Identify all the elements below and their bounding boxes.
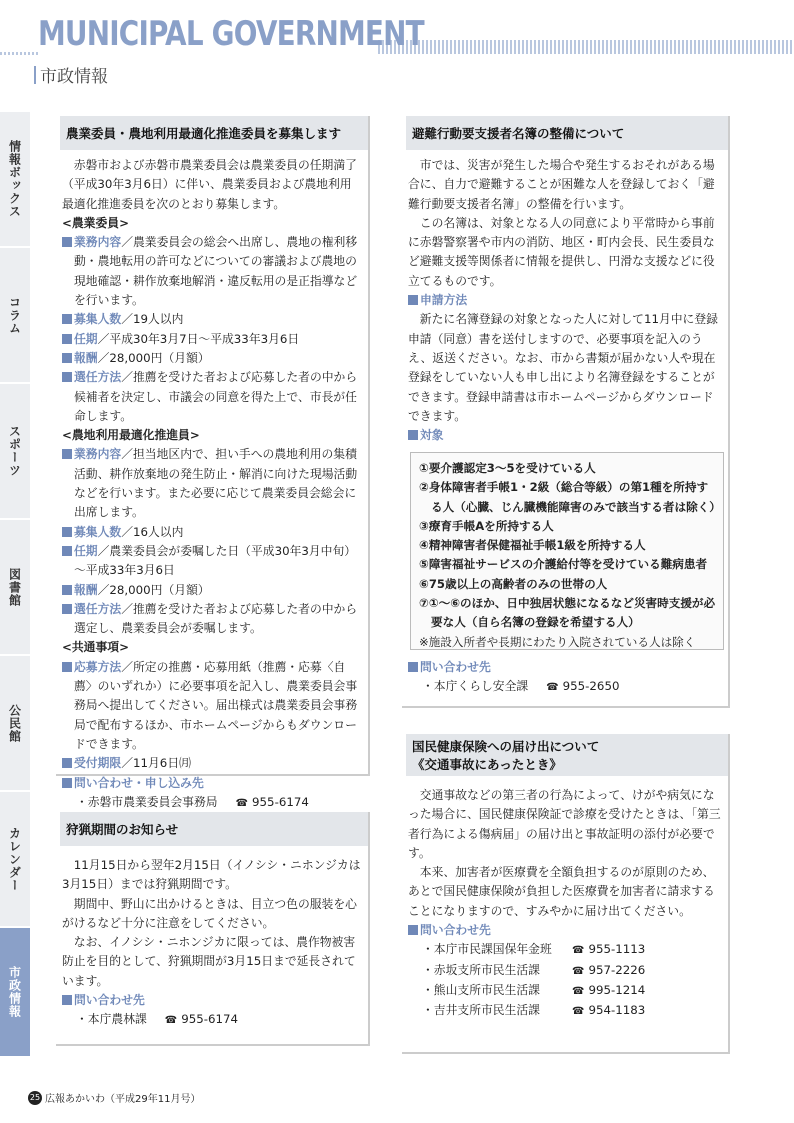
field-label: 任期 <box>74 543 98 558</box>
contact-name: ・本庁市民課国保年金班 <box>422 942 552 957</box>
intro-text: 赤磐市および赤磐市農業委員会は農業委員の任期満了（平成30年3月6日）に伴い、農業委員および農地利用最適化推進委員を次のとおり募集します。 <box>62 158 357 211</box>
farm-committee-body <box>62 156 362 813</box>
section-heading: <農地利用最適化推進員> <box>62 428 200 443</box>
phone-icon: ☎ <box>572 1006 585 1018</box>
field-value: ／28,000円（月額） <box>97 582 210 597</box>
health-insurance-body <box>408 786 722 1022</box>
contact-phone: 995-1214 <box>588 982 646 997</box>
contact-name: ・赤坂支所市民生活課 <box>422 962 540 977</box>
page-subtitle: 市政情報 <box>40 67 108 87</box>
article-title: 農業委員・農地利用最適化推進委員を募集します <box>60 116 368 150</box>
field-value: ／農業委員会が委嘱した日（平成30年3月中旬）～平成33年3月6日 <box>74 543 357 578</box>
phone-icon: ☎ <box>572 985 585 997</box>
field-label: 報酬 <box>74 582 98 597</box>
contact-phone: 955-1113 <box>588 942 646 957</box>
field-value: ／所定の推薦・応募用紙（推薦・応募〈自薦〉のいずれか）に必要事項を記入し、農業委員会事務局へ提出してください。届出様式は農業委員会事務局で配布するほか、市ホームページからもダウンロードできます。 <box>74 659 358 751</box>
article-title-line: 《交通事故にあったとき》 <box>412 757 562 772</box>
target-note: ※施設入所者や長期にわたり入院されている人は除く <box>419 634 696 649</box>
target-item: ①要介護認定3～5を受けている人 <box>419 461 596 475</box>
phone-icon: ☎ <box>572 945 585 957</box>
target-item: ③療育手帳Aを所持する人 <box>419 518 554 533</box>
square-bullet-icon <box>62 546 72 556</box>
publication-name: 広報あかいわ（平成29年11月号） <box>45 1094 201 1105</box>
field-label: 選任方法 <box>74 370 122 385</box>
field-label: 選任方法 <box>74 601 122 616</box>
sidebar-tab-library[interactable] <box>0 520 30 656</box>
square-bullet-icon <box>62 353 72 363</box>
contact-name: ・赤磐市農業委員会事務局 <box>76 794 218 809</box>
contact-row <box>408 940 722 960</box>
field-value: ／16人以内 <box>121 524 184 539</box>
paragraph: 市では、災害が発生した場合や発生するおそれがある場合に、自力で避難することが困難な人を登録しておく「避難行動要支援者名簿」の整備を行います。 <box>408 158 715 211</box>
phone-icon: ☎ <box>546 682 559 694</box>
sidebar-tab-label: 図書館 <box>7 567 22 607</box>
square-bullet-icon <box>62 995 72 1005</box>
page-title: MUNICIPAL GOVERNMENT <box>38 14 424 54</box>
square-bullet-icon <box>62 449 72 459</box>
field-value: ／推薦を受けた者および応募した者の中から候補者を決定し、市議会の同意を得た上で、市長が任命します。 <box>74 370 358 423</box>
phone-icon: ☎ <box>235 797 249 809</box>
article-title: 狩猟期間のお知らせ <box>60 812 368 846</box>
contact-phone: 954-1183 <box>588 1003 646 1018</box>
paragraph: 本来、加害者が医療費を全額負担するのが原則のため、あとで国民健康保険が負担した医療費を加害者に請求することになりますので、すみやかに届け出てください。 <box>408 865 715 918</box>
field-value: ／平成30年3月7日～平成33年3月6日 <box>97 331 300 346</box>
contact-name: ・熊山支所市民生活課 <box>422 982 540 997</box>
target-item: ④精神障害者保健福祉手帳1級を所持する人 <box>419 538 646 553</box>
field-label: 募集人数 <box>74 312 122 327</box>
square-bullet-icon <box>408 662 418 672</box>
subtitle-marker <box>34 66 36 84</box>
article-title: 避難行動要支援者名簿の整備について <box>406 116 728 150</box>
field-value: ／推薦を受けた者および応募した者の中から選定し、農業委員会が委嘱します。 <box>74 601 358 636</box>
field-value: ／農業委員会の総会へ出席し、農地の権利移動・農地転用の許可などについての審議および農地の現地確認・耕作放棄地解消・違反転用の是正指導などを行います。 <box>74 235 358 308</box>
sidebar-tab-column[interactable] <box>0 248 30 384</box>
square-bullet-icon <box>62 778 72 788</box>
field-value: ／19人以内 <box>121 312 184 327</box>
sidebar-tab-label: スポーツ <box>7 425 22 477</box>
square-bullet-icon <box>62 237 72 247</box>
field-label: 募集人数 <box>74 524 122 539</box>
contact-phone: 955-6174 <box>181 1012 239 1027</box>
paragraph: なお、イノシシ・ニホンジカに限っては、農作物被害防止を目的として、狩猟期間が3月15日まで延長されています。 <box>62 935 356 988</box>
section-heading: <農業委員> <box>62 215 129 230</box>
field-label: 業務内容 <box>74 235 122 250</box>
sidebar-tab-sports[interactable] <box>0 384 30 520</box>
paragraph: この名簿は、対象となる人の同意により平常時から事前に赤磐警察署や市内の消防、地区・町内会長、民生委員など避難支援等関係者に情報を提供し、円滑な支援などに役立てるものです。 <box>408 215 715 288</box>
paragraph: 新たに名簿登録の対象となった人に対して11月中に登録申請（同意）書を送付しますので、必要事項を記入のうえ、返送ください。なお、市から書類が届かない人や現在登録をしていない人も申し出により名簿登録をすることができます。登録申請書は市ホームページからダウンロードできます。 <box>408 312 718 423</box>
field-label: 受付期限 <box>74 756 122 771</box>
target-item: ⑤障害福祉サービスの介護給付等を受けている難病患者 <box>419 557 708 572</box>
square-bullet-icon <box>62 585 72 595</box>
field-value: ／11月6日㈪ <box>121 756 191 771</box>
phone-icon: ☎ <box>572 965 585 977</box>
square-bullet-icon <box>62 527 72 537</box>
field-label: 任期 <box>74 331 98 346</box>
square-bullet-icon <box>62 604 72 614</box>
contact-heading: 問い合わせ先 <box>420 660 491 674</box>
contact-row <box>408 1001 722 1021</box>
target-item: ②身体障害者手帳1・2級（総合等級）の第1種を所持する人（心臓、じん臓機能障害のみで該当する者は除く） <box>419 480 721 514</box>
contact-row <box>408 961 722 981</box>
field-value: ／担当地区内で、担い手への農地利用の集積活動、耕作放棄地の発生防止・解消に向けた現場活動などを行います。また必要に応じて農業委員会総会に出席します。 <box>74 447 358 520</box>
contact-phone: 955-6174 <box>252 794 309 809</box>
field-value: ／28,000円（月額） <box>97 350 210 365</box>
square-bullet-icon <box>62 314 72 324</box>
phone-icon: ☎ <box>164 1015 178 1027</box>
header-rule <box>0 52 40 55</box>
field-label: 業務内容 <box>74 447 122 462</box>
sidebar-tab-label: カレンダー <box>7 826 22 892</box>
contact-phone: 955-2650 <box>562 679 620 694</box>
field-label: 応募方法 <box>74 659 122 674</box>
paragraph: 交通事故などの第三者の行為によって、けがや病気になった場合に、国民健康保険証で診療を受けたときは、「第三者行為による傷病届」の届け出と事故証明の添付が必要です。 <box>408 788 721 860</box>
contact-name: ・本庁くらし安全課 <box>422 679 529 694</box>
evacuation-body <box>408 156 722 445</box>
square-bullet-icon <box>62 758 72 768</box>
contact-row <box>408 981 722 1001</box>
square-bullet-icon <box>408 925 418 935</box>
contact-heading: 問い合わせ先 <box>420 923 491 938</box>
evacuation-contact <box>408 658 722 698</box>
contact-heading: 問い合わせ先 <box>74 993 145 1008</box>
square-bullet-icon <box>408 295 418 305</box>
paragraph: 11月15日から翌年2月15日（イノシシ・ニホンジカは3月15日）までは狩猟期間です。 <box>62 858 361 892</box>
field-label: 報酬 <box>74 350 98 365</box>
sidebar-tab-info-box[interactable] <box>0 112 30 248</box>
target-item: ⑥75歳以上の高齢者のみの世帯の人 <box>419 576 608 591</box>
section-heading: 申請方法 <box>420 293 468 308</box>
section-heading: 対象 <box>420 428 444 443</box>
article-title-line: 国民健康保険への届け出について <box>412 739 600 754</box>
sidebar-tab-calendar[interactable] <box>0 792 30 928</box>
sidebar-tab-label: 公民館 <box>7 703 22 743</box>
target-list <box>419 459 719 652</box>
section-heading: <共通事項> <box>62 640 129 655</box>
contact-name: ・吉井支所市民生活課 <box>422 1003 540 1018</box>
sidebar-tab-label: 市政情報 <box>7 966 22 1018</box>
contact-phone: 957-2226 <box>588 962 646 977</box>
square-bullet-icon <box>62 372 72 382</box>
header-band <box>378 40 794 54</box>
sidebar-tab-label: 情報ボックス <box>7 140 22 218</box>
square-bullet-icon <box>62 334 72 344</box>
target-item: ⑦①～⑥のほか、日中独居状態になるなど災害時支援が必要な人（自ら名簿の登録を希望する人） <box>419 596 716 630</box>
sidebar-tab-community-hall[interactable] <box>0 656 30 792</box>
paragraph: 期間中、野山に出かけるときは、目立つ色の服装を心がけるなど十分に注意をしてください。 <box>62 896 357 930</box>
square-bullet-icon <box>408 430 418 440</box>
page-number: 25 <box>28 1091 42 1105</box>
contact-name: ・本庁農林課 <box>76 1012 147 1027</box>
page-footer <box>28 1090 200 1105</box>
sidebar-tab-municipal-info[interactable] <box>0 928 30 1058</box>
sidebar-tab-label: コラム <box>7 295 22 335</box>
hunting-body <box>62 856 362 1031</box>
target-list-box <box>410 452 724 650</box>
article-title <box>406 734 728 776</box>
contact-heading: 問い合わせ・申し込み先 <box>74 775 204 790</box>
square-bullet-icon <box>62 662 72 672</box>
